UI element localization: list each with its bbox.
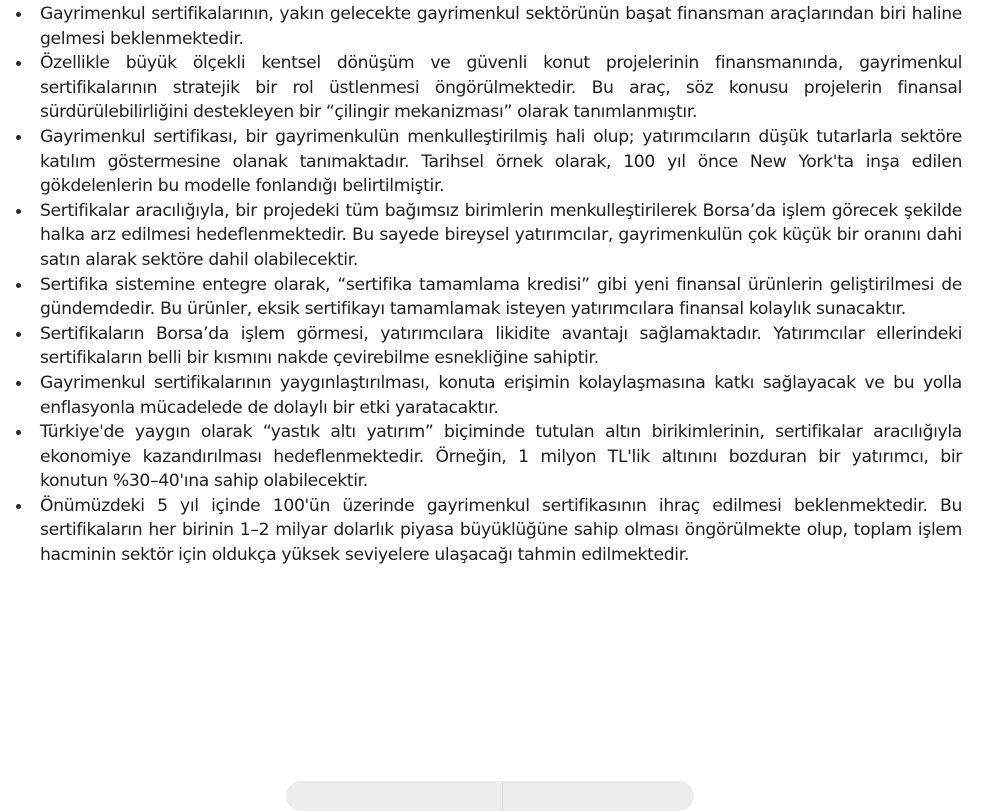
list-item-text: Sertifikaların Borsa’da işlem görmesi, yatırımcılara likidite avantajı sağlamaktadır. Yatırımcılar ellerindeki sertifikaların belli bir kısmını nakde çevirebilme esnekliğine sahiptir.: [40, 323, 962, 369]
list-item-text: Gayrimenkul sertifikalarının yaygınlaştırılması, konuta erişimin kolaylaşmasına katkı sağlayacak ve bu yolla enflasyonla mücadelede de dolaylı bir etki yaratacaktır.: [40, 372, 962, 418]
bullet-list: [0, 2, 1000, 568]
list-item: [40, 420, 962, 494]
bottom-action-bar[interactable]: [286, 781, 694, 811]
list-item: [40, 199, 962, 273]
bullet-icon: [16, 381, 21, 386]
list-item-text: Sertifika sistemine entegre olarak, “sertifika tamamlama kredisi” gibi yeni finansal ürünlerin geliştirilmesi de gündemdedir. Bu ürünler, eksik sertifikayı tamamlamak isteyen yatırımcılara finansal kolaylık sunacaktır.: [40, 274, 962, 320]
bullet-icon: [16, 430, 21, 435]
list-item-text: Gayrimenkul sertifikalarının, yakın gelecekte gayrimenkul sektörünün başat finansman araçlarından biri haline gelmesi beklenmektedir.: [40, 4, 962, 49]
bullet-icon: [16, 504, 21, 509]
list-item: [40, 125, 962, 199]
list-item: [40, 371, 962, 420]
list-item: [40, 2, 962, 51]
bullet-icon: [16, 332, 21, 337]
bar-divider: [502, 781, 503, 811]
document-body: [0, 2, 1000, 568]
bullet-icon: [16, 61, 21, 66]
list-item: [40, 273, 962, 322]
list-item-text: Önümüzdeki 5 yıl içinde 100'ün üzerinde gayrimenkul sertifikasının ihraç edilmesi beklenmektedir. Bu sertifikaların her birinin 1–2 milyar dolarlık piyasa büyüklüğüne sahip olması öngörülmekte olup, toplam işlem hacminin sektör için oldukça yüksek seviyelere ulaşacağı tahmin edilmektedir.: [40, 495, 962, 566]
list-item: [40, 322, 962, 371]
list-item: [40, 494, 962, 568]
bullet-icon: [16, 135, 21, 140]
list-item: [40, 51, 962, 125]
list-item-text: Gayrimenkul sertifikası, bir gayrimenkulün menkulleştirilmiş hali olup; yatırımcıların düşük tutarlarla sektöre katılım göstermesine olanak tanımaktadır. Tarihsel örnek olarak, 100 yıl önce New York'ta inşa edilen gökdelenlerin bu modelle fonlandığı belirtilmiştir.: [40, 126, 962, 197]
list-item-text: Türkiye'de yaygın olarak “yastık altı yatırım” biçiminde tutulan altın birikimlerinin, sertifikalar aracılığıyla ekonomiye kazandırılması hedeflenmektedir. Örneğin, 1 milyon TL'lik altınını bozduran bir yatırımcı, bir konutun %30–40'ına sahip olabilecektir.: [40, 422, 962, 492]
bullet-icon: [16, 12, 21, 17]
bullet-icon: [16, 209, 21, 214]
list-item-text: Sertifikalar aracılığıyla, bir projedeki tüm bağımsız birimlerin menkulleştirilerek Borsa’da işlem görecek şekilde halka arz edilmesi hedeflenmektedir. Bu sayede bireysel yatırımcılar, gayrimenkulün çok küçük bir oranını dahi satın alarak sektöre dahil olabilecektir.: [40, 200, 962, 270]
list-item-text: Özellikle büyük ölçekli kentsel dönüşüm ve güvenli konut projelerinin finansmanında, gayrimenkul sertifikalarının stratejik bir rol üstlenmesi öngörülmektedir. Bu araç, söz konusu projelerin finansal sürdürülebilirliğini destekleyen bir “çilingir mekanizması” olarak tanımlanmıştır.: [40, 53, 962, 123]
bullet-icon: [16, 283, 21, 288]
